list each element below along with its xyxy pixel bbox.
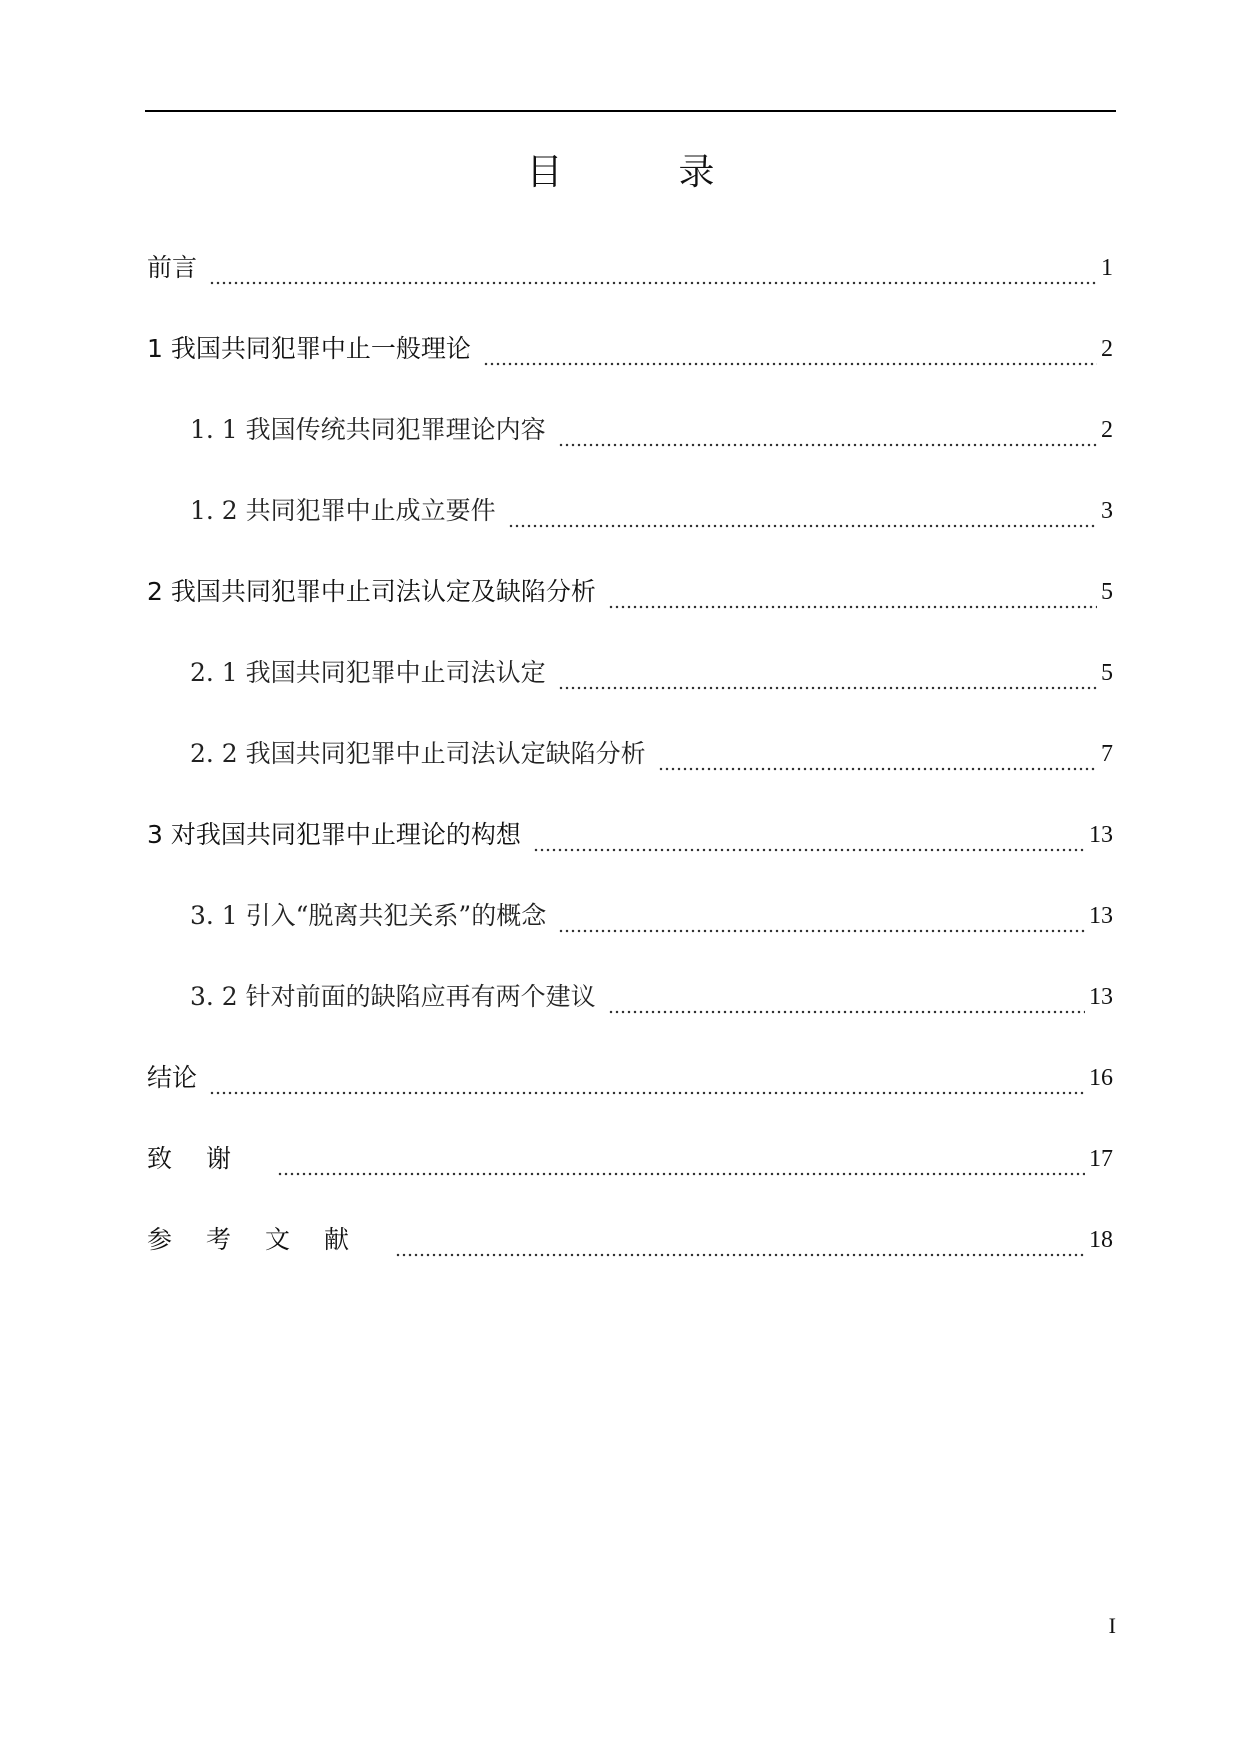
dot-leader — [209, 255, 1097, 285]
toc-entry-page: 1 — [1101, 255, 1113, 281]
toc-entry-section-2-1[interactable] — [190, 650, 1113, 690]
toc-entry-label: 3. 1 引入“脱离共犯关系”的概念 — [190, 901, 547, 930]
dot-leader — [533, 822, 1085, 852]
toc-entry-label: 2. 1 我国共同犯罪中止司法认定 — [190, 658, 546, 687]
toc-entry-chapter-2[interactable] — [147, 569, 1113, 609]
dot-leader — [558, 903, 1085, 933]
toc-entry-label: 3. 2 针对前面的缺陷应再有两个建议 — [190, 982, 596, 1011]
toc-entry-label: 2. 2 我国共同犯罪中止司法认定缺陷分析 — [190, 739, 646, 768]
toc-entry-preface[interactable] — [147, 245, 1113, 285]
dot-leader — [395, 1227, 1085, 1257]
page-number: I — [1108, 1613, 1116, 1638]
toc-entry-label: 1. 1 我国传统共同犯罪理论内容 — [190, 415, 546, 444]
toc-entry-label: 结论 — [147, 1063, 198, 1092]
dot-leader — [483, 336, 1097, 366]
toc-entry-references[interactable] — [147, 1217, 1113, 1257]
dot-leader — [558, 417, 1097, 447]
toc-entry-label: 1 我国共同犯罪中止一般理论 — [147, 334, 471, 363]
toc-entry-page: 5 — [1101, 660, 1113, 686]
dot-leader — [658, 741, 1097, 771]
toc-entry-page: 5 — [1101, 579, 1113, 605]
toc-entry-page: 2 — [1101, 336, 1113, 362]
toc-entry-page: 7 — [1101, 741, 1113, 767]
toc-entry-acknowledgements[interactable] — [147, 1136, 1113, 1176]
toc-entry-page: 18 — [1089, 1227, 1113, 1253]
dot-leader — [558, 660, 1097, 690]
toc-entry-page: 16 — [1089, 1065, 1113, 1091]
toc-entry-section-1-1[interactable] — [190, 407, 1113, 447]
toc-entry-label: 2 我国共同犯罪中止司法认定及缺陷分析 — [147, 577, 596, 606]
toc-entry-label: 前言 — [147, 253, 198, 282]
toc-entry-page: 3 — [1101, 498, 1113, 524]
toc-entry-page: 13 — [1089, 822, 1113, 848]
toc-entry-section-1-2[interactable] — [190, 488, 1113, 528]
dot-leader — [508, 498, 1097, 528]
toc-entry-label: 致谢 — [147, 1144, 266, 1173]
dot-leader — [277, 1146, 1085, 1176]
toc-entry-chapter-3[interactable] — [147, 812, 1113, 852]
toc-entry-chapter-1[interactable] — [147, 326, 1113, 366]
toc-entry-label: 参考文献 — [147, 1225, 384, 1254]
toc-entry-conclusion[interactable] — [147, 1055, 1113, 1095]
dot-leader — [608, 984, 1085, 1014]
toc-title: 目 录 — [526, 152, 755, 193]
toc-entry-page: 13 — [1089, 984, 1113, 1010]
dot-leader — [608, 579, 1097, 609]
toc-entry-page: 2 — [1101, 417, 1113, 443]
toc-entry-section-2-2[interactable] — [190, 731, 1113, 771]
toc-entry-page: 17 — [1089, 1146, 1113, 1172]
toc-entry-label: 3 对我国共同犯罪中止理论的构想 — [147, 820, 521, 849]
toc-entry-label: 1. 2 共同犯罪中止成立要件 — [190, 496, 496, 525]
toc-entry-section-3-2[interactable] — [190, 974, 1113, 1014]
dot-leader — [209, 1065, 1085, 1095]
toc-entry-page: 13 — [1089, 903, 1113, 929]
toc-entry-section-3-1[interactable] — [190, 893, 1113, 933]
